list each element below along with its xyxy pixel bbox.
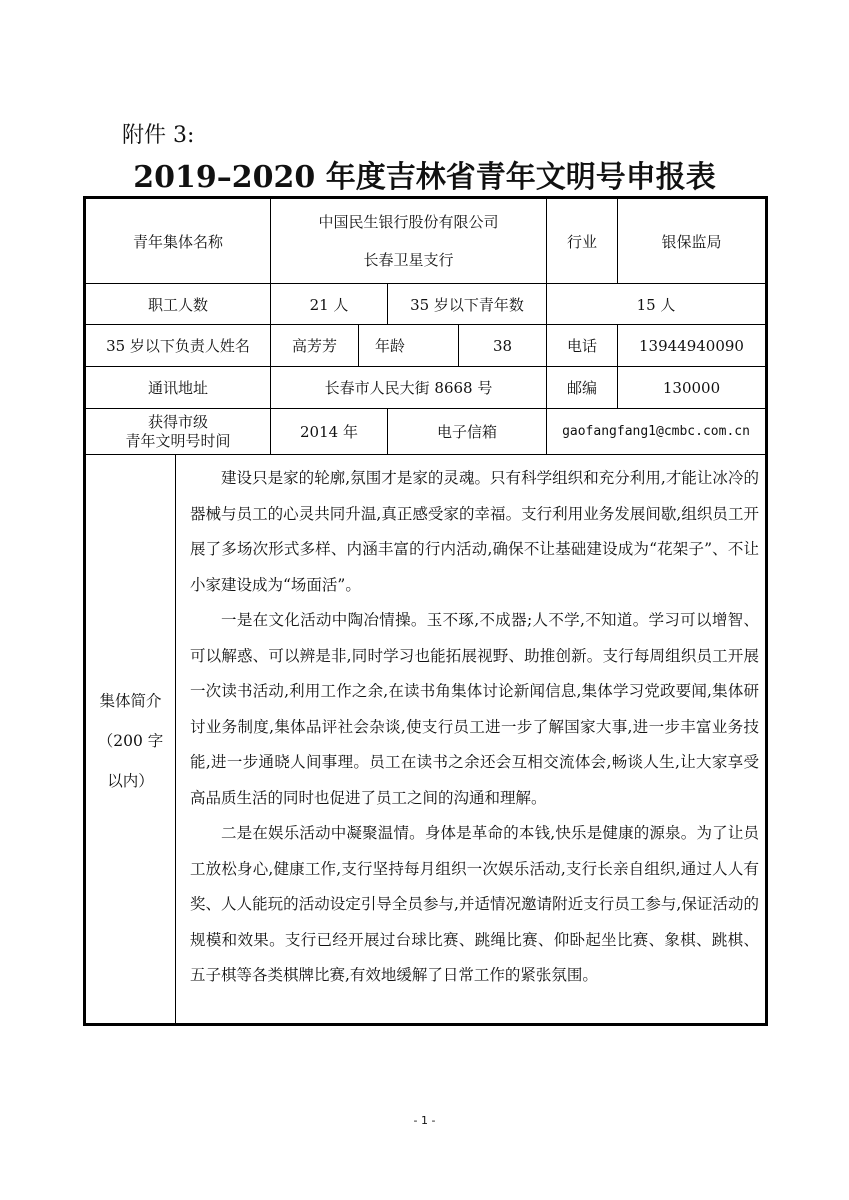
phone-value: 13944940090 [639, 336, 744, 355]
intro-paragraph: 建设只是家的轮廓,氛围才是家的灵魂。只有科学组织和充分利用,才能让冰冷的器械与员工的心灵共同升温,真正感受家的幸福。支行利用业务发展间歇,组织员工开展了多场次形式多样、内涵丰富的行内活动,确保不让基础建设成为“花架子”、不让小家建设成为“场面活”。 [190, 469, 759, 594]
group-name-line1: 中国民生银行股份有限公司 [318, 213, 499, 231]
intro-label-line2: （200 字 [97, 731, 164, 750]
intro-label-line1: 集体简介 [99, 691, 162, 710]
intro-text [180, 455, 767, 1026]
leader-name-label: 35 岁以下负责人姓名 [106, 337, 250, 355]
email-label: 电子信箱 [436, 423, 497, 441]
staff-count-label: 职工人数 [147, 295, 208, 314]
intro-paragraph: 一是在文化活动中陶冶情操。玉不琢,不成器;人不学,不知道。学习可以增智、可以解惑、可以辨是非,同时学习也能拓展视野、助推创新。支行每周组织员工开展一次读书活动,利用工作之余,在读书角集体讨论新闻信息,集体学习党政要闻,集体研讨业务制度,集体品评社会杂谈,使支行员工进一步了解国家大事,进一步丰富业务技能,进一步通晓人间事理。员工在读书之余还会互相交流体会,畅谈人生,让大家享受高品质生活的同时也促进了员工之间的沟通和理解。 [190, 611, 759, 807]
zip-value: 130000 [662, 378, 721, 397]
zip-label: 邮编 [566, 379, 597, 397]
phone-label: 电话 [566, 337, 597, 355]
group-name-label: 青年集体名称 [132, 232, 223, 251]
staff-count-value: 21 人 [309, 295, 349, 314]
application-form [83, 196, 768, 1026]
age-label: 年龄 [375, 337, 406, 355]
award-time-label [86, 409, 270, 454]
intro-paragraph: 二是在娱乐活动中凝聚温情。身体是革命的本钱,快乐是健康的源泉。为了让员工放松身心,健康工作,支行坚持每月组织一次娱乐活动,支行长亲自组织,通过人人有奖、人人能玩的活动设定引导全员参与,并适情况邀请附近支行员工参与,保证活动的规模和效果。支行已经开展过台球比赛、跳绳比赛、仰卧起坐比赛、象棋、跳棋、五子棋等各类棋牌比赛,有效地缓解了日常工作的紧张氛围。 [190, 824, 759, 984]
attachment-label: 附件 3: [122, 123, 195, 148]
youth-count-label: 35 岁以下青年数 [410, 295, 524, 314]
youth-count-value: 15 人 [636, 295, 676, 314]
intro-label [86, 455, 175, 1026]
leader-name-value: 高芳芳 [291, 337, 337, 355]
age-value: 38 [492, 336, 513, 355]
industry-label: 行业 [566, 232, 597, 251]
award-time-label-line1: 获得市级 [147, 412, 208, 431]
intro-label-line3: 以内） [107, 771, 154, 790]
award-time-value: 2014 年 [300, 423, 358, 441]
page-number: - 1 - [413, 1114, 436, 1127]
address-value: 长春市人民大街 8668 号 [324, 379, 493, 397]
email-value: gaofangfang1@cmbc.com.cn [562, 424, 750, 439]
industry-value: 银保监局 [661, 232, 722, 251]
col-divider [175, 454, 176, 1026]
group-name-value [271, 199, 546, 283]
page-title: 2019–2020 年度吉林省青年文明号申报表 [133, 160, 716, 195]
award-time-label-line2: 青年文明号时间 [125, 431, 231, 450]
group-name-line2: 长春卫星支行 [363, 251, 454, 269]
address-label: 通讯地址 [147, 379, 208, 397]
